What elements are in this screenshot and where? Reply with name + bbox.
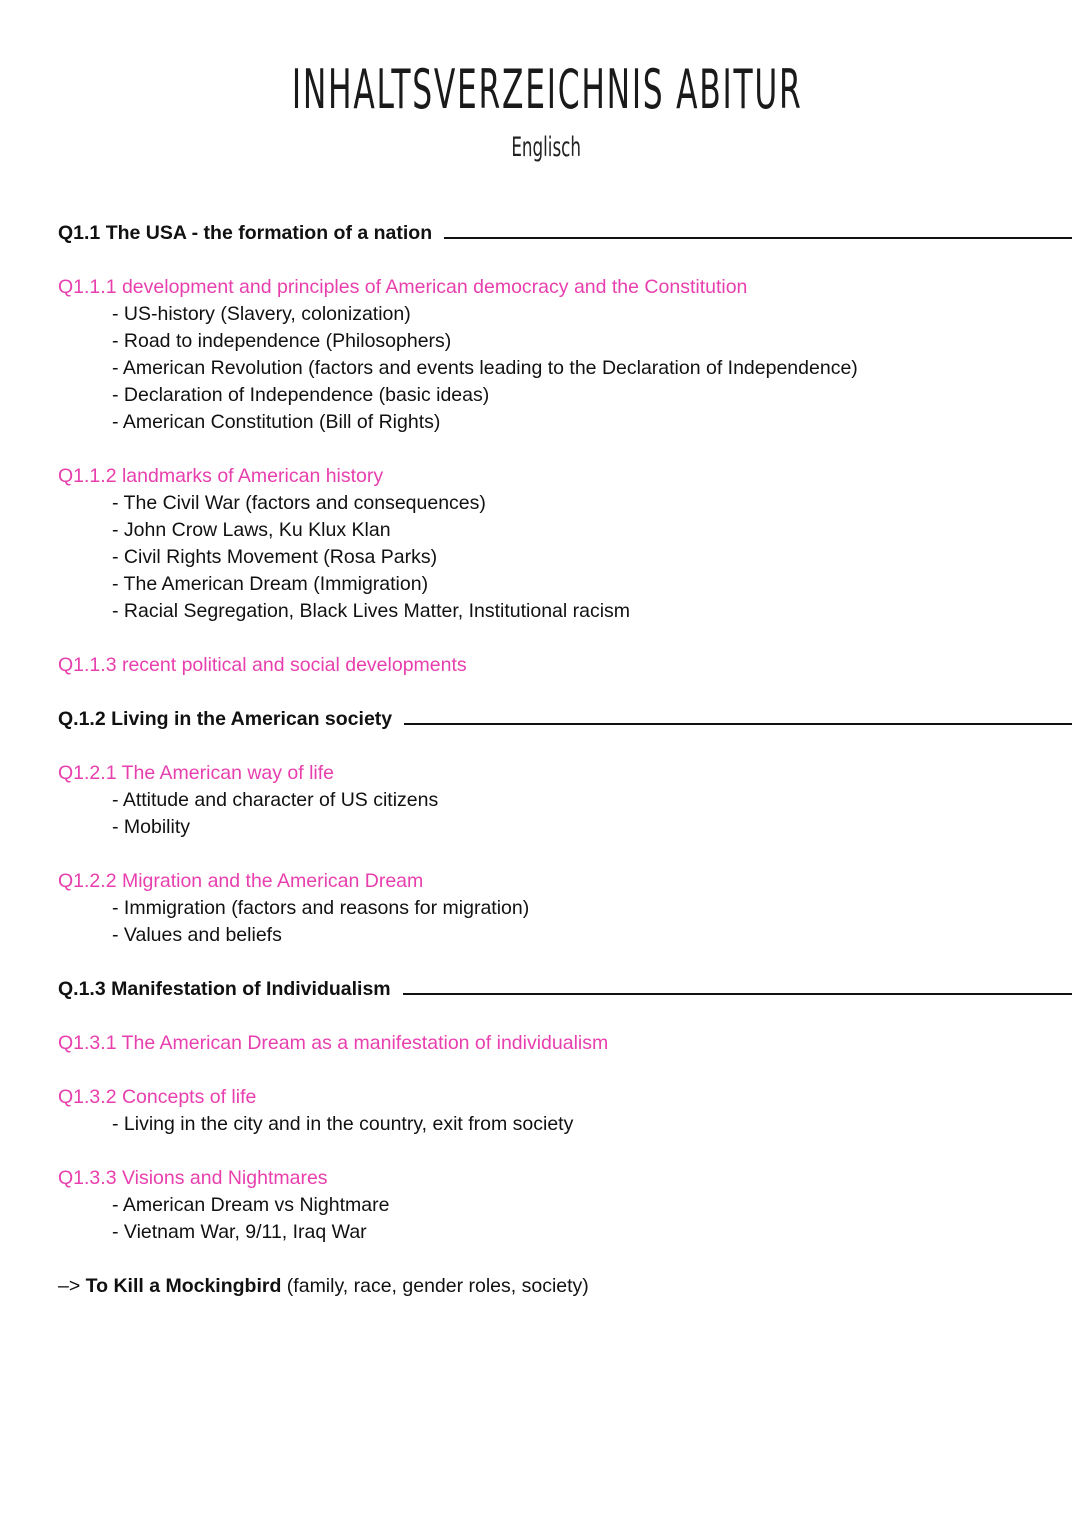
section-heading-text: Q.1.3 Manifestation of Individualism	[58, 978, 391, 1000]
list-item: - Attitude and character of US citizens	[112, 789, 439, 811]
blank-line	[58, 625, 1072, 652]
blank-line	[58, 1138, 1072, 1165]
page-subtitle	[0, 132, 1080, 163]
section-heading	[58, 706, 1072, 733]
list-item: - American Dream vs Nightmare	[112, 1194, 390, 1216]
section-heading-text: Q.1.2 Living in the American society	[58, 708, 393, 730]
list-item: - US-history (Slavery, colonization)	[112, 303, 411, 325]
footer-topics: (family, race, gender roles, society)	[281, 1275, 589, 1297]
list-item: - Living in the city and in the country, exit from society	[112, 1113, 574, 1135]
blank-line	[58, 679, 1072, 706]
blank-line	[58, 1003, 1072, 1030]
list-item: - Declaration of Independence (basic ideas)	[112, 384, 490, 406]
subsection-title: Q1.2.2 Migration and the American Dream	[58, 870, 424, 892]
blank-line	[58, 733, 1072, 760]
blank-line	[58, 1057, 1072, 1084]
list-item: - Values and beliefs	[112, 924, 282, 946]
subsection-title: Q1.1.1 development and principles of American democracy and the Constitution	[58, 276, 748, 298]
blank-line	[58, 436, 1072, 463]
list-item: - Mobility	[112, 816, 191, 838]
section-rule	[403, 993, 1072, 995]
list-item: - Racial Segregation, Black Lives Matter, Institutional racism	[112, 600, 631, 622]
footer-note	[58, 1273, 1072, 1300]
page-title-text: INHALTSVERZEICHNIS ABITUR	[291, 58, 803, 121]
footer-book: To Kill a Mockingbird	[85, 1275, 282, 1297]
section-rule	[444, 237, 1072, 239]
list-item: - Immigration (factors and reasons for migration)	[112, 897, 530, 919]
subsection-title: Q1.2.1 The American way of life	[58, 762, 335, 784]
list-item: - Civil Rights Movement (Rosa Parks)	[112, 546, 438, 568]
list-item: - John Crow Laws, Ku Klux Klan	[112, 519, 391, 541]
section-rule	[404, 723, 1072, 725]
table-of-contents	[58, 220, 1072, 1300]
page-subtitle-text: Englisch	[511, 132, 581, 163]
subsection-title: Q1.3.1 The American Dream as a manifestation of individualism	[58, 1032, 609, 1054]
subsection-title: Q1.3.3 Visions and Nightmares	[58, 1167, 328, 1189]
list-item: - The Civil War (factors and consequences)	[112, 492, 486, 514]
blank-line	[58, 949, 1072, 976]
subsection-title: Q1.1.3 recent political and social developments	[58, 654, 467, 676]
blank-line	[58, 841, 1072, 868]
subsection-title: Q1.1.2 landmarks of American history	[58, 465, 384, 487]
section-heading	[58, 976, 1072, 1003]
page-title	[0, 58, 1080, 121]
list-item: - The American Dream (Immigration)	[112, 573, 429, 595]
blank-line	[58, 1246, 1072, 1273]
footer-arrow: –>	[58, 1275, 86, 1297]
subsection-title: Q1.3.2 Concepts of life	[58, 1086, 257, 1108]
section-heading-text: Q1.1 The USA - the formation of a nation	[58, 222, 433, 244]
blank-line	[58, 247, 1072, 274]
list-item: - Vietnam War, 9/11, Iraq War	[112, 1221, 367, 1243]
list-item: - Road to independence (Philosophers)	[112, 330, 452, 352]
list-item: - American Revolution (factors and events leading to the Declaration of Independence)	[112, 357, 858, 379]
list-item: - American Constitution (Bill of Rights)	[112, 411, 441, 433]
section-heading	[58, 220, 1072, 247]
